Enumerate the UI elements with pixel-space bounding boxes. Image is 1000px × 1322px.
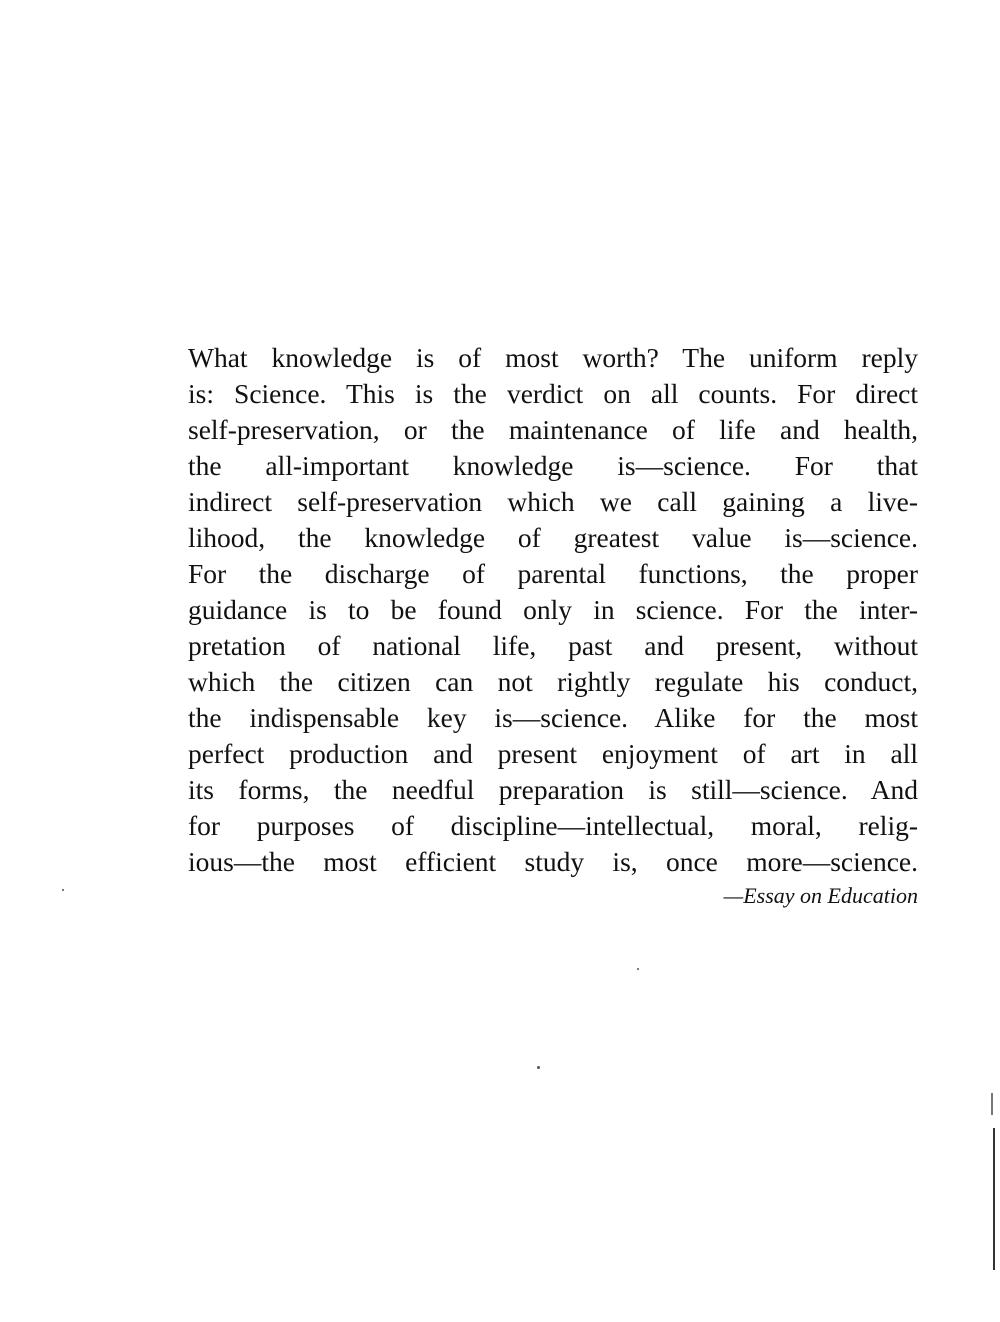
passage-line: is: Science. This is the verdict on all counts. For direct [188,378,918,409]
scan-speck [537,1066,540,1069]
scan-speck [62,889,64,891]
page-edge-mark [991,1093,993,1115]
passage-line: the indispensable key is—science. Alike for the most [188,702,918,733]
page-edge-mark [993,1128,995,1270]
attribution: —Essay on Education [723,883,918,908]
passage-line: for purposes of discipline—intellectual, moral, relig- [188,810,918,841]
passage-line: ious—the most efficient study is, once more—science. [188,846,918,877]
passage-line: lihood, the knowledge of greatest value is—science. [188,522,918,553]
passage-line: self-preservation, or the maintenance of life and health, [188,414,918,445]
passage-line: the all-important knowledge is—science. For that [188,450,918,481]
passage-line: its forms, the needful preparation is still—science. And [188,774,918,805]
passage-line: which the citizen can not rightly regulate his conduct, [188,666,918,697]
passage-line: What knowledge is of most worth? The uniform reply [188,342,918,373]
quotation-block [188,340,918,910]
passage-line: For the discharge of parental functions, the proper [188,558,918,589]
passage-line: guidance is to be found only in science. For the inter- [188,594,918,625]
passage-line: pretation of national life, past and present, without [188,630,918,661]
passage-line: perfect production and present enjoyment of art in all [188,738,918,769]
scan-speck [637,968,639,970]
passage-line: indirect self-preservation which we call gaining a live- [188,486,918,517]
